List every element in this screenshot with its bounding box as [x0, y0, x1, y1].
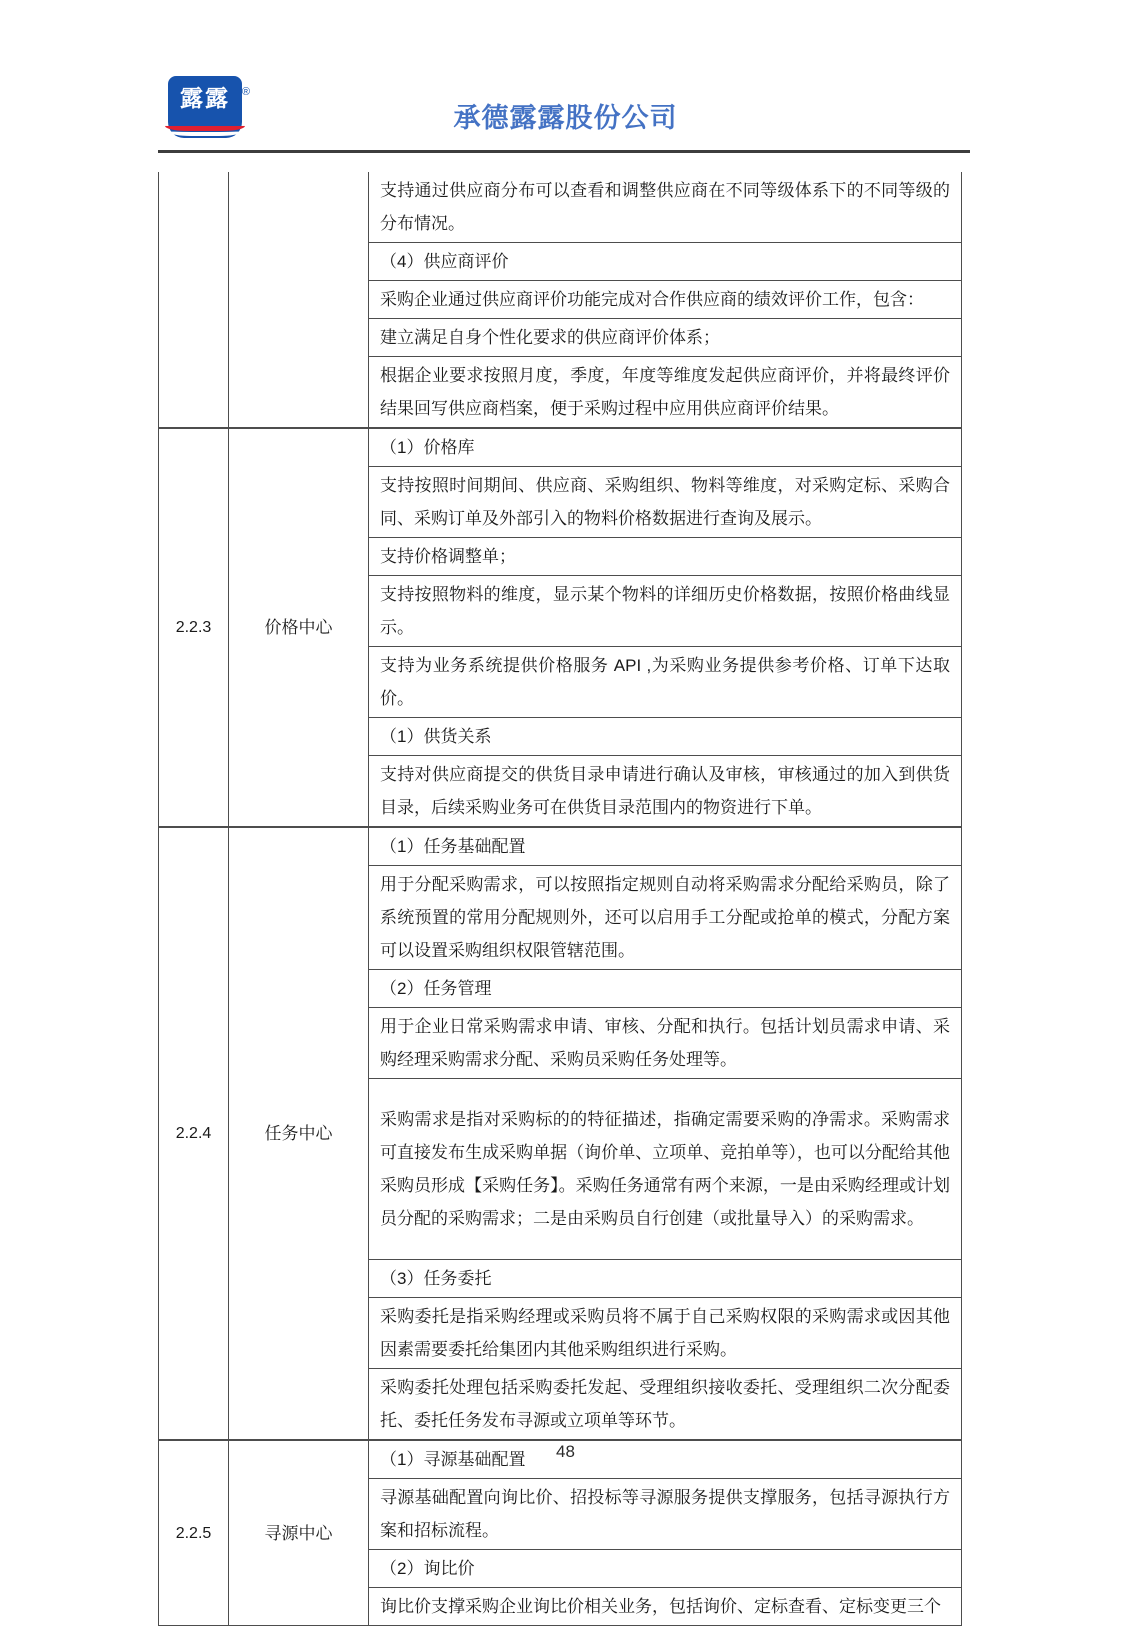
section-id-cell: 2.2.4	[159, 827, 229, 1440]
description-cell: 寻源基础配置向询比价、招投标等寻源服务提供支撑服务，包括寻源执行方案和招标流程。	[369, 1479, 962, 1550]
description-cell: 采购委托是指采购经理或采购员将不属于自己采购权限的采购需求或因其他因素需要委托给集团内其他采购组织进行采购。	[369, 1298, 962, 1369]
table-row	[159, 827, 962, 866]
section-name-cell: 价格中心	[229, 428, 369, 827]
spec-table-container	[158, 172, 961, 1626]
registered-trademark-icon: ®	[241, 86, 252, 98]
description-cell: （1）任务基础配置	[369, 827, 962, 866]
description-cell: （1）供货关系	[369, 718, 962, 756]
page-number: 48	[556, 1442, 575, 1461]
spec-table-body	[159, 172, 962, 1626]
description-cell: 支持按照物料的维度，显示某个物料的详细历史价格数据，按照价格曲线显示。	[369, 576, 962, 647]
description-cell: （3）任务委托	[369, 1260, 962, 1298]
description-cell: 支持对供应商提交的供货目录申请进行确认及审核，审核通过的加入到供货目录，后续采购业务可在供货目录范围内的物资进行下单。	[369, 756, 962, 828]
description-cell: 用于企业日常采购需求申请、审核、分配和执行。包括计划员需求申请、采购经理采购需求分配、采购员采购任务处理等。	[369, 1008, 962, 1079]
description-cell: 支持按照时间期间、供应商、采购组织、物料等维度，对采购定标、采购合同、采购订单及外部引入的物料价格数据进行查询及展示。	[369, 467, 962, 538]
description-cell: 支持通过供应商分布可以查看和调整供应商在不同等级体系下的不同等级的分布情况。	[369, 172, 962, 243]
description-cell: 支持为业务系统提供价格服务 API ,为采购业务提供参考价格、订单下达取价。	[369, 647, 962, 718]
description-cell: 询比价支撑采购企业询比价相关业务，包括询价、定标查看、定标变更三个	[369, 1588, 962, 1626]
table-row	[159, 172, 962, 243]
description-cell: 根据企业要求按照月度，季度，年度等维度发起供应商评价，并将最终评价结果回写供应商档案，便于采购过程中应用供应商评价结果。	[369, 357, 962, 429]
description-cell: （2）询比价	[369, 1550, 962, 1588]
description-cell: （1）寻源基础配置	[369, 1440, 962, 1479]
description-cell: （1）价格库	[369, 428, 962, 467]
description-cell: （4）供应商评价	[369, 243, 962, 281]
description-cell: 建立满足自身个性化要求的供应商评价体系；	[369, 319, 962, 357]
description-cell: 采购需求是指对采购标的的特征描述，指确定需要采购的净需求。采购需求可直接发布生成采购单据（询价单、立项单、竞拍单等），也可以分配给其他采购员形成【采购任务】。采购任务通常有两个来源，一是由采购经理或计划员分配的采购需求；二是由采购员自行创建（或批量导入）的采购需求。	[369, 1079, 962, 1260]
description-cell: 采购委托处理包括采购委托发起、受理组织接收委托、受理组织二次分配委托、委托任务发布寻源或立项单等环节。	[369, 1369, 962, 1441]
section-id-cell	[159, 172, 229, 428]
description-cell: 支持价格调整单；	[369, 538, 962, 576]
page-title: 承德露露股份公司	[453, 103, 678, 133]
spec-table	[158, 172, 962, 1626]
table-row	[159, 428, 962, 467]
description-cell: 用于分配采购需求，可以按照指定规则自动将采购需求分配给采购员，除了系统预置的常用分配规则外，还可以启用手工分配或抢单的模式，分配方案可以设置采购组织权限管辖范围。	[369, 866, 962, 970]
section-id-cell: 2.2.3	[159, 428, 229, 827]
description-cell: 采购企业通过供应商评价功能完成对合作供应商的绩效评价工作，包含：	[369, 281, 962, 319]
section-name-cell: 寻源中心	[229, 1440, 369, 1626]
header-divider	[158, 150, 970, 153]
section-name-cell: 任务中心	[229, 827, 369, 1440]
company-logo-text: 露露	[180, 85, 230, 111]
section-id-cell: 2.2.5	[159, 1440, 229, 1626]
section-name-cell	[229, 172, 369, 428]
description-cell: （2）任务管理	[369, 970, 962, 1008]
